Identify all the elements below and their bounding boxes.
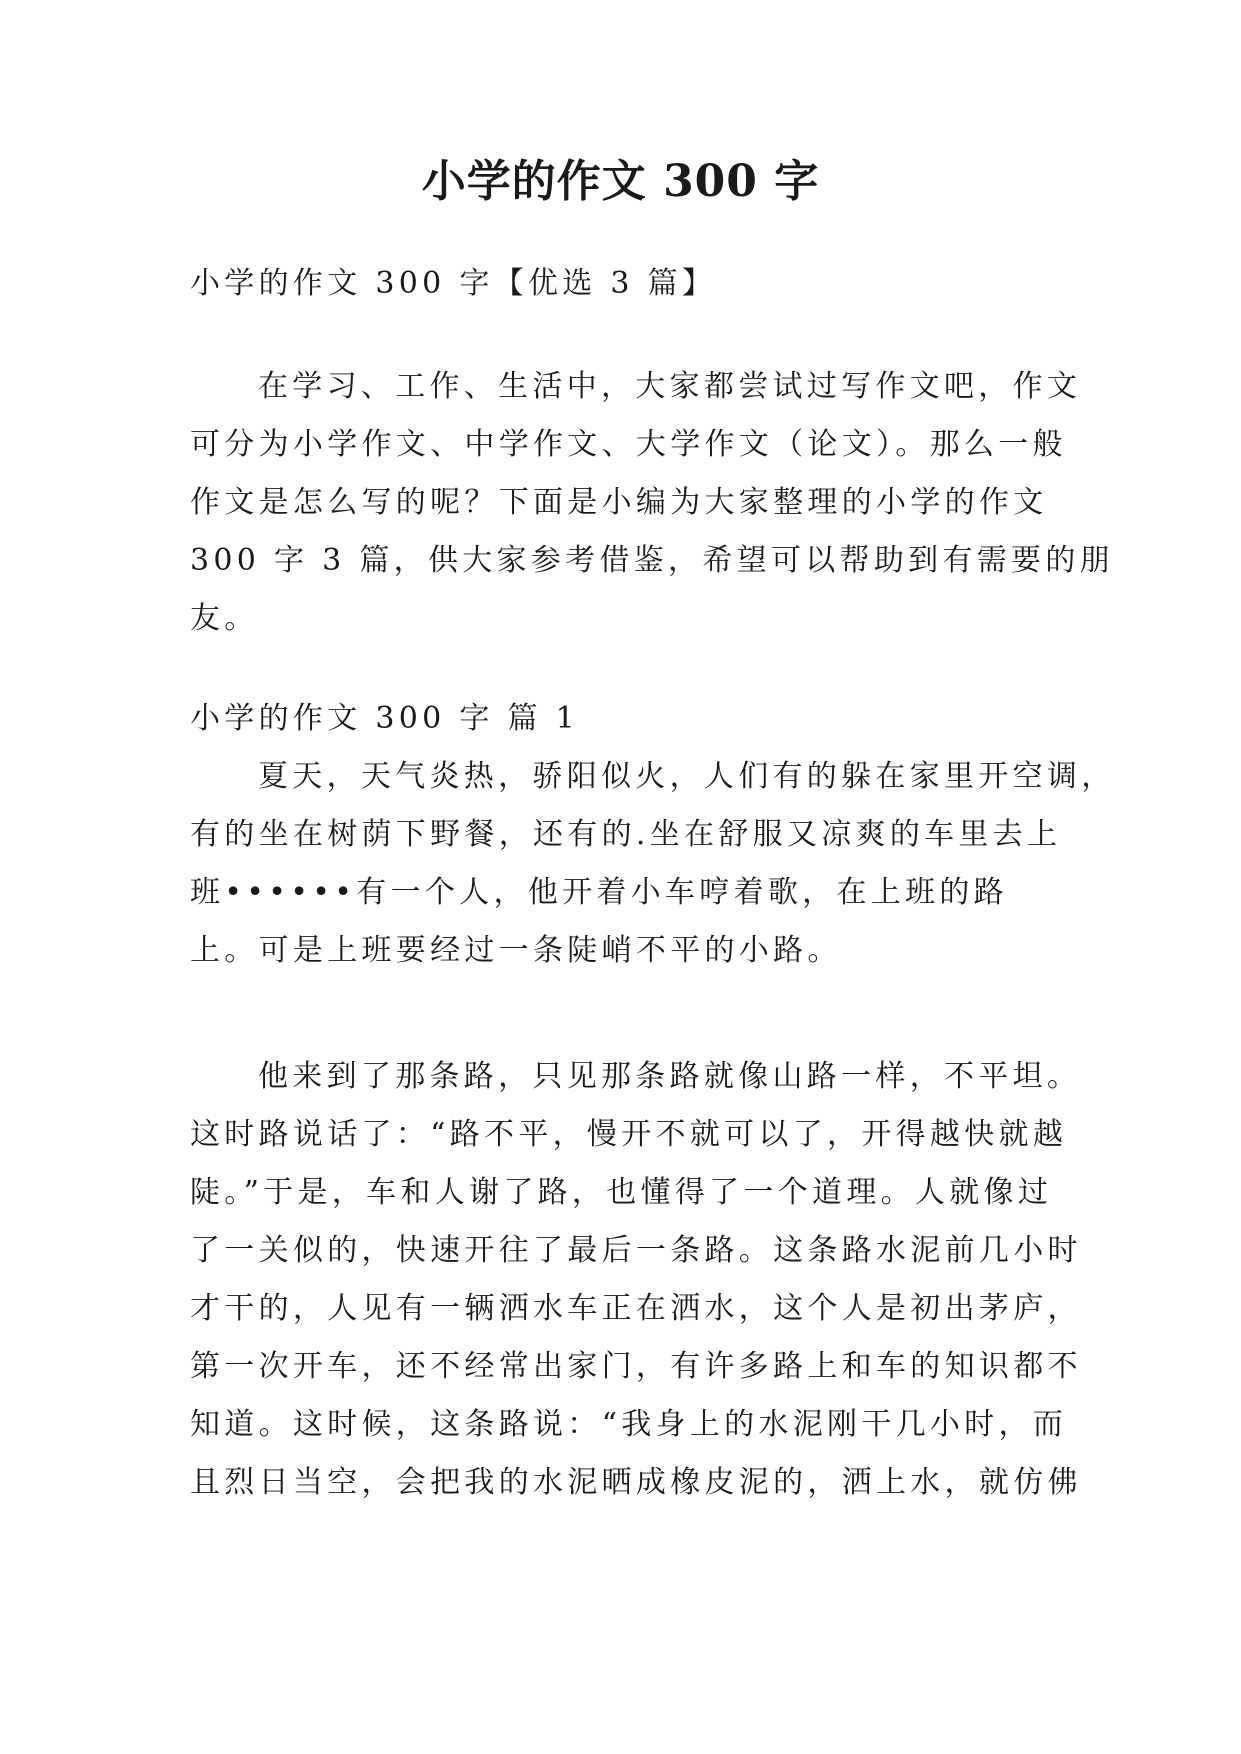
paragraph-line: 夏天，天气炎热，骄阳似火，人们有的躲在家里开空调， bbox=[258, 759, 1116, 794]
paragraph-line: 第一次开车，还不经常出家门，有许多路上和车的知识都不 bbox=[190, 1349, 1082, 1384]
paragraph-line: 可分为小学作文、中学作文、大学作文（论文）。那么一般 bbox=[190, 427, 1067, 462]
paragraph-line: 上。可是上班要经过一条陡峭不平的小路。 bbox=[190, 933, 842, 968]
paragraph-line: 知道。这时候，这条路说：“我身上的水泥刚干几小时，而 bbox=[190, 1407, 1068, 1442]
paragraph-line: 他来到了那条路，只见那条路就像山路一样，不平坦。 bbox=[258, 1059, 1082, 1094]
section-heading bbox=[190, 690, 1060, 748]
story-paragraph-2 bbox=[190, 1048, 1082, 1512]
paragraph-line: 作文是怎么写的呢？下面是小编为大家整理的小学的作文 bbox=[190, 485, 1048, 520]
story-paragraph-1 bbox=[190, 748, 1116, 980]
document-title: 小学的作文 300 字 bbox=[421, 156, 820, 207]
paragraph-line: 了一关似的，快速开往了最后一条路。这条路水泥前几小时 bbox=[190, 1233, 1082, 1268]
paragraph-line: 有的坐在树荫下野餐，还有的.坐在舒服又凉爽的车里去上 bbox=[190, 817, 1062, 852]
paragraph-line: 且烈日当空，会把我的水泥晒成橡皮泥的，洒上水，就仿佛 bbox=[190, 1465, 1082, 1500]
document-subtitle bbox=[190, 255, 1060, 313]
paragraph-line: 300 字 3 篇，供大家参考借鉴，希望可以帮助到有需要的朋 bbox=[190, 543, 1114, 578]
paragraph-line: 友。 bbox=[190, 601, 259, 636]
paragraph-line: 班••••••有一个人，他开着小车哼着歌，在上班的路 bbox=[190, 875, 1008, 910]
section-heading-line: 小学的作文 300 字 篇 1 bbox=[190, 701, 579, 736]
intro-paragraph bbox=[190, 358, 1114, 648]
paragraph-line: 在学习、工作、生活中，大家都尝试过写作文吧，作文 bbox=[258, 369, 1082, 404]
paragraph-line: 这时路说话了：“路不平，慢开不就可以了，开得越快就越 bbox=[190, 1117, 1068, 1152]
paragraph-line: 才干的，人见有一辆洒水车正在洒水，这个人是初出茅庐， bbox=[190, 1291, 1082, 1326]
subtitle-line: 小学的作文 300 字【优选 3 篇】 bbox=[190, 266, 717, 301]
paragraph-line: 陡。”于是，车和人谢了路，也懂得了一个道理。人就像过 bbox=[190, 1175, 1053, 1210]
